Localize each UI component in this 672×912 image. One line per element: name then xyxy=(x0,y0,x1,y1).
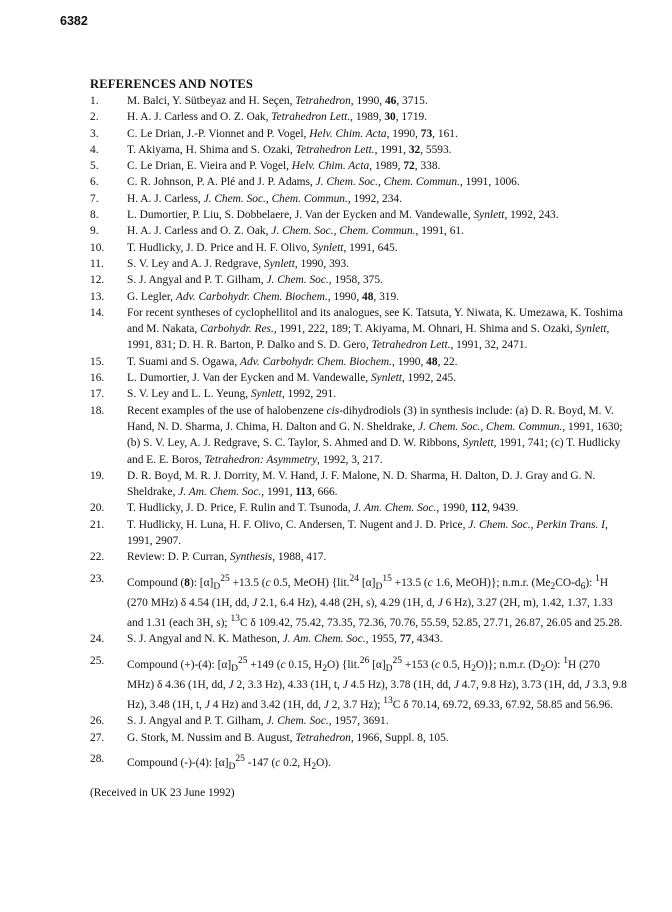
reference-segment: S. J. Angyal and N. K. Matheson, xyxy=(127,633,283,646)
reference-segment: Synlett xyxy=(263,257,295,270)
reference-number: 24. xyxy=(90,633,105,646)
reference-segment: H (270 MHz) δ 4.36 (1H, dd, xyxy=(127,658,600,692)
reference-segment: J. Chem. Soc. xyxy=(266,274,329,287)
reference-segment: Tetrahedron: Asymmetry xyxy=(204,453,318,466)
reference-segment: G. Stork, M. Nussim and B. August, xyxy=(127,731,296,744)
reference-number: 16. xyxy=(90,372,105,385)
reference-number: 15. xyxy=(90,355,105,368)
reference-item xyxy=(90,126,630,142)
reference-segment: 0.2, H xyxy=(280,756,312,769)
reference-segment: , 1991, 831; D. H. R. Barton, P. Dalko and S. D. Gero, xyxy=(127,323,610,352)
reference-segment: L. Dumortier, P. Liu, S. Dobbelaere, J. Van der Eycken and M. Vandewalle, xyxy=(127,209,474,222)
reference-item xyxy=(90,713,630,729)
reference-segment: D. R. Boyd, M. R. J. Dorrity, M. V. Hand, J. F. Malone, N. D. Sharma, H. Dalton, D. J. Gray and G. N. Sheldrake, xyxy=(127,469,596,499)
reference-segment: , 1989, xyxy=(369,160,404,173)
page-number: 6382 xyxy=(60,14,88,28)
reference-segment: [α] xyxy=(369,658,386,671)
reference-number: 22. xyxy=(90,551,105,564)
reference-segment: T. Hudlicky, J. D. Price, F. Rulin and T. Tsunoda, xyxy=(127,502,354,515)
reference-segment: 13 xyxy=(383,696,393,707)
reference-segment: , 161. xyxy=(432,127,458,140)
reference-segment: 25 xyxy=(238,655,248,666)
reference-segment: c xyxy=(275,756,281,769)
reference-segment: 26 xyxy=(359,655,370,666)
reference-text xyxy=(127,93,630,109)
reference-segment: , 1990, xyxy=(436,502,471,515)
reference-segment: , 1988, 417. xyxy=(272,551,327,564)
reference-item xyxy=(90,256,630,272)
reference-segment: 2 xyxy=(550,581,556,592)
reference-segment: , 1991, 32, 2471. xyxy=(450,339,528,352)
reference-segment: D xyxy=(231,663,239,674)
section-heading: REFERENCES AND NOTES xyxy=(90,77,254,91)
reference-segment: Helv. Chim. Acta xyxy=(291,160,370,173)
reference-segment: , 1989, xyxy=(350,111,385,124)
reference-segment: [α] xyxy=(359,576,376,589)
reference-number: 26. xyxy=(90,715,105,728)
reference-segment: 3.3, 9.8 Hz), 3.48 (1H, t, xyxy=(127,679,627,712)
reference-segment: S. V. Ley and A. J. Redgrave, xyxy=(127,257,264,270)
reference-segment: C. R. Johnson, P. A. Plé and J. P. Adams, xyxy=(127,176,316,189)
reference-segment: Tetrahedron Lett. xyxy=(271,111,351,124)
reference-segment: CO-d xyxy=(555,576,581,589)
reference-segment: Tetrahedron Lett. xyxy=(371,339,451,352)
reference-segment: T. Hudlicky, J. D. Price and H. F. Olivo, xyxy=(127,241,313,254)
reference-number: 3. xyxy=(90,127,99,140)
reference-number: 1. xyxy=(90,95,99,107)
reference-segment: c xyxy=(280,658,286,671)
reference-segment: J xyxy=(204,699,210,712)
reference-segment: H. A. J. Carless and O. Z. Oak, xyxy=(127,111,272,124)
reference-segment: J xyxy=(342,679,348,692)
reference-text xyxy=(127,223,630,239)
reference-segment: 48 xyxy=(426,355,438,368)
reference-segment: c xyxy=(427,576,433,589)
reference-segment: 0.5, H xyxy=(440,658,472,671)
reference-segment: L. Dumortier, J. Van der Eycken and M. Vandewalle, xyxy=(127,372,371,385)
reference-segment: S. J. Angyal and P. T. Gilham, xyxy=(127,274,267,287)
reference-segment: +153 ( xyxy=(402,658,435,671)
reference-number: 2. xyxy=(90,111,99,124)
reference-segment: , 1990, xyxy=(350,95,385,107)
reference-segment: cis xyxy=(326,404,340,417)
reference-segment: S. J. Angyal and P. T. Gilham, xyxy=(127,715,267,728)
reference-item xyxy=(90,240,630,256)
reference-segment: ): [α] xyxy=(189,576,214,589)
reference-item xyxy=(90,370,630,386)
reference-item xyxy=(90,403,630,468)
reference-number: 10. xyxy=(90,241,105,254)
reference-item xyxy=(90,142,630,158)
reference-item xyxy=(90,549,630,565)
reference-segment: , 4343. xyxy=(411,633,443,646)
reference-segment: J. Chem. Soc., Chem. Commun. xyxy=(203,192,348,205)
reference-text xyxy=(127,468,630,501)
reference-number: 23. xyxy=(90,572,105,585)
reference-text xyxy=(127,126,630,142)
reference-segment: 4.5 Hz), 3.78 (1H, dd, xyxy=(347,679,454,692)
reference-segment: J. Chem. Soc., Chem. Commun. xyxy=(418,420,563,433)
reference-segment: J. Chem. Soc., Chem. Commun. xyxy=(315,176,460,189)
reference-segment: , 1992, 243. xyxy=(504,209,559,222)
reference-item xyxy=(90,631,630,647)
reference-text xyxy=(127,653,630,714)
reference-segment: C. Le Drian, J.-P. Vionnet and P. Vogel, xyxy=(127,127,310,140)
reference-segment: T. Akiyama, H. Shima and S. Ozaki, xyxy=(127,143,296,156)
reference-number: 17. xyxy=(90,388,105,401)
reference-text xyxy=(127,751,630,775)
reference-segment: 73 xyxy=(420,127,433,140)
reference-segment: 6 Hz), 3.27 (2H, m), 1.42, 1.37, 1.33 and 1.31 (each 3H, s); xyxy=(127,596,613,630)
reference-text xyxy=(127,354,630,370)
reference-segment: Synlett xyxy=(312,241,344,254)
reference-segment: Review: D. P. Curran, xyxy=(127,551,230,564)
reference-segment: 25 xyxy=(235,754,245,765)
reference-segment: , 22. xyxy=(437,355,458,368)
reference-segment: C. Le Drian, E. Vieira and P. Vogel, xyxy=(127,160,292,173)
reference-segment: , 1992, 245. xyxy=(401,372,457,385)
reference-text xyxy=(127,730,630,746)
reference-segment: , 1992, 234. xyxy=(347,192,402,205)
reference-segment: 113 xyxy=(295,486,312,499)
reference-segment: , 1955, xyxy=(365,633,400,646)
reference-segment: 15 xyxy=(382,573,392,584)
reference-number: 7. xyxy=(90,192,99,205)
reference-number: 8. xyxy=(90,209,99,222)
reference-segment: D xyxy=(228,762,236,773)
reference-segment: H (270 MHz) δ 4.54 (1H, dd, xyxy=(127,576,609,609)
reference-segment: For recent syntheses of cyclophellitol and its analogues, see K. Tatsuta, Y. Niwata, K. Umezawa, K. Toshima and M. Nakata, xyxy=(127,306,623,336)
reference-item xyxy=(90,730,630,746)
reference-segment: Compound (+)-(4): [α] xyxy=(127,658,232,671)
reference-segment: J. Am. Chem. Soc. xyxy=(353,502,437,515)
reference-segment: , 1991, 61. xyxy=(415,225,464,238)
reference-segment: ): xyxy=(585,576,596,589)
reference-segment: O). xyxy=(316,756,331,769)
reference-segment: , 5593. xyxy=(420,143,452,156)
reference-item xyxy=(90,109,630,125)
reference-segment: 46 xyxy=(384,95,397,107)
reference-number: 11. xyxy=(90,257,104,270)
reference-segment: H. A. J. Carless and O. Z. Oak, xyxy=(127,225,272,238)
reference-segment: 4 Hz) and 3.42 (1H, dd, xyxy=(209,699,324,712)
reference-text xyxy=(127,256,630,272)
reference-segment: O)}; n.m.r. (D xyxy=(475,658,541,671)
reference-number: 9. xyxy=(90,225,99,238)
reference-segment: J xyxy=(228,679,234,692)
reference-number: 21. xyxy=(90,518,105,531)
reference-item xyxy=(90,191,630,207)
reference-segment: 32 xyxy=(408,143,421,156)
reference-item xyxy=(90,305,630,354)
reference-item xyxy=(90,653,630,714)
reference-segment: Tetrahedron Lett. xyxy=(295,143,375,156)
reference-segment: G. Legler, xyxy=(127,290,176,303)
reference-segment: 1 xyxy=(563,655,569,666)
reference-segment: 2.1, 6.4 Hz), 4.48 (2H, s), 4.29 (1H, d, xyxy=(257,596,438,609)
reference-segment: Compound (-)-(4): [α] xyxy=(127,756,229,769)
reference-segment: 48 xyxy=(362,290,374,303)
reference-number: 20. xyxy=(90,502,105,515)
reference-item xyxy=(90,354,630,370)
reference-segment: Synlett xyxy=(473,209,505,222)
reference-segment: D xyxy=(385,663,393,674)
reference-segment: J. Chem. Soc. xyxy=(266,715,329,728)
reference-segment: 2, 3.7 Hz); xyxy=(328,699,384,712)
reference-segment: O) {lit. xyxy=(327,658,360,671)
reference-item xyxy=(90,207,630,223)
reference-item xyxy=(90,223,630,239)
reference-segment: Recent examples of the use of halobenzene xyxy=(127,404,327,417)
reference-number: 18. xyxy=(90,404,105,417)
reference-segment: 72 xyxy=(403,160,415,173)
reference-text xyxy=(127,174,630,190)
reference-number: 13. xyxy=(90,290,105,303)
reference-segment: Synthesis xyxy=(229,551,273,564)
reference-text xyxy=(127,142,630,158)
reference-segment: 2 xyxy=(540,663,546,674)
reference-number: 6. xyxy=(90,176,99,189)
reference-segment: Carbohydr. Res. xyxy=(200,323,274,336)
reference-segment: , 1991, 645. xyxy=(343,241,398,254)
reference-text xyxy=(127,403,630,468)
reference-item xyxy=(90,289,630,305)
reference-list xyxy=(90,93,630,775)
reference-segment: 6 xyxy=(580,581,586,592)
reference-text xyxy=(127,517,630,550)
reference-segment: , 1990, xyxy=(386,127,421,140)
reference-text xyxy=(127,191,630,207)
reference-segment: , 1958, 375. xyxy=(328,274,383,287)
reference-segment: 25 xyxy=(392,655,402,666)
reference-item xyxy=(90,158,630,174)
reference-segment: 30 xyxy=(384,111,396,124)
reference-segment: +149 ( xyxy=(247,658,281,671)
reference-segment: 1.6, MeOH)}; n.m.r. (Me xyxy=(432,576,551,589)
reference-segment: 25 xyxy=(220,573,230,584)
reference-segment: , 1990, 393. xyxy=(294,257,349,270)
reference-segment: , 666. xyxy=(311,486,338,499)
reference-segment: Adv. Carbohydr. Chem. Biochem. xyxy=(175,290,328,303)
reference-text xyxy=(127,631,630,647)
received-date: (Received in UK 23 June 1992) xyxy=(90,787,235,800)
reference-segment: , 1992, 291. xyxy=(281,388,337,401)
reference-text xyxy=(127,549,630,565)
reference-segment: , 3715. xyxy=(396,95,428,107)
reference-number: 25. xyxy=(90,654,105,667)
reference-segment: 4.7, 9.8 Hz), 3.73 (1H, dd, xyxy=(458,679,585,692)
reference-segment: -147 ( xyxy=(244,756,276,769)
reference-segment: , 1957, 3691. xyxy=(328,715,389,728)
reference-segment: 24 xyxy=(349,573,360,584)
references-section xyxy=(90,76,630,801)
reference-segment: , 1966, Suppl. 8, 105. xyxy=(350,731,449,744)
reference-segment: 77 xyxy=(399,633,412,646)
reference-segment: , 1990, xyxy=(327,290,363,303)
reference-segment: J. Am. Chem. Soc. xyxy=(282,633,366,646)
reference-number: 5. xyxy=(90,160,99,173)
reference-item xyxy=(90,93,630,109)
reference-segment: Tetrahedron xyxy=(295,731,351,744)
reference-item xyxy=(90,174,630,190)
reference-segment: 2 xyxy=(471,663,476,674)
reference-segment: Compound ( xyxy=(127,576,185,589)
reference-segment: , 1991, 2907. xyxy=(127,518,608,548)
reference-text xyxy=(127,571,630,632)
reference-item xyxy=(90,571,630,632)
reference-segment: J. Chem. Soc., Perkin Trans. I xyxy=(468,518,605,531)
reference-segment: Synlett xyxy=(250,388,282,401)
reference-text xyxy=(127,272,630,288)
reference-segment: , 1719. xyxy=(395,111,428,124)
reference-number: 14. xyxy=(90,306,105,319)
reference-text xyxy=(127,109,630,125)
reference-segment: S. V. Ley and L. L. Yeung, xyxy=(127,388,251,401)
reference-segment: , 1991, 741; (c) T. Hudlicky and E. E. Boros, xyxy=(127,437,621,466)
reference-segment: T. Suami and S. Ogawa, xyxy=(127,355,241,368)
reference-segment: J xyxy=(453,679,459,692)
reference-segment: Synlett xyxy=(575,323,607,336)
reference-segment: H. A. J. Carless, xyxy=(127,192,204,205)
reference-segment: 112 xyxy=(470,502,488,515)
reference-number: 19. xyxy=(90,469,105,482)
reference-segment: 13 xyxy=(230,614,240,625)
reference-segment: Tetrahedron xyxy=(295,95,351,107)
reference-segment: , 1991, xyxy=(374,143,409,156)
reference-segment: J xyxy=(252,596,258,609)
reference-segment: -dihydrodiols (3) in synthesis include: (a) D. R. Boyd, M. V. Hand, N. D. Sharma, J. Chima, H. Dalton and G. N. Sheldrake, xyxy=(127,404,614,433)
reference-number: 12. xyxy=(90,274,105,287)
reference-segment: J xyxy=(323,699,329,712)
reference-segment: J. Chem. Soc., Chem. Commun. xyxy=(271,225,416,238)
reference-item xyxy=(90,468,630,501)
reference-item xyxy=(90,272,630,288)
reference-segment: O): xyxy=(545,658,564,671)
reference-item xyxy=(90,500,630,516)
reference-segment: 0.15, H xyxy=(285,658,323,671)
reference-number: 27. xyxy=(90,731,105,744)
reference-segment: J xyxy=(584,679,590,692)
reference-segment: C δ 109.42, 75.42, 73.35, 72.36, 70.76, 55.59, 52.85, 27.71, 26.87, 26.05 and 25.28. xyxy=(239,617,623,630)
reference-text xyxy=(127,289,630,305)
reference-segment: C δ 70.14, 69.72, 69.33, 67.92, 58.85 and 56.96. xyxy=(392,699,613,712)
reference-text xyxy=(127,500,630,516)
reference-text xyxy=(127,386,630,402)
reference-segment: c xyxy=(435,658,441,671)
reference-segment: , 1991, 1006. xyxy=(459,176,520,189)
reference-segment: , 338. xyxy=(414,160,441,173)
reference-text xyxy=(127,713,630,729)
reference-segment: +13.5 ( xyxy=(229,576,266,589)
reference-segment: , 1990, xyxy=(392,355,427,368)
reference-segment: 1 xyxy=(595,573,600,584)
reference-segment: Helv. Chim. Acta xyxy=(309,127,387,140)
reference-segment: Synlett xyxy=(462,437,494,450)
reference-number: 28. xyxy=(90,753,105,766)
reference-segment: 2 xyxy=(322,663,328,674)
reference-segment: 8 xyxy=(184,576,190,589)
reference-segment: , 1991, xyxy=(261,486,296,499)
reference-number: 4. xyxy=(90,143,99,156)
reference-segment: , 1991, 222, 189; T. Akiyama, M. Ohnari, H. Shima and S. Ozaki, xyxy=(273,323,576,336)
reference-segment: 0.5, MeOH) {lit. xyxy=(270,576,350,589)
reference-segment: , 1991, 1630; (b) S. V. Ley, A. J. Redgrave, S. C. Taylor, S. Ahmed and D. W. Ribbons, xyxy=(127,420,623,450)
reference-segment: M. Balci, Y. Sütbeyaz and H. Seçen, xyxy=(127,95,296,107)
reference-segment: 2, 3.3 Hz), 4.33 (1H, t, xyxy=(233,679,343,692)
reference-segment: 2 xyxy=(311,762,317,773)
reference-segment: +13.5 ( xyxy=(391,576,428,589)
reference-item xyxy=(90,751,630,775)
reference-text xyxy=(127,370,630,386)
reference-segment: Synlett xyxy=(370,372,402,385)
reference-text xyxy=(127,158,630,174)
reference-text xyxy=(127,207,630,223)
reference-item xyxy=(90,517,630,550)
reference-text xyxy=(127,240,630,256)
reference-segment: , 9439. xyxy=(487,502,519,515)
reference-segment: D xyxy=(375,581,383,592)
reference-item xyxy=(90,386,630,402)
reference-segment: , 1992, 3, 217. xyxy=(317,453,383,466)
reference-text xyxy=(127,305,630,354)
reference-segment: J xyxy=(437,596,443,609)
reference-segment: Adv. Carbohydr. Chem. Biochem. xyxy=(240,355,392,368)
reference-segment: c xyxy=(265,576,271,589)
reference-segment: D xyxy=(213,581,221,592)
reference-segment: T. Hudlicky, H. Luna, H. F. Olivo, C. Andersen, T. Nugent and J. D. Price, xyxy=(127,518,469,531)
reference-segment: , 319. xyxy=(373,290,400,303)
reference-segment: J. Am. Chem. Soc. xyxy=(178,486,262,499)
